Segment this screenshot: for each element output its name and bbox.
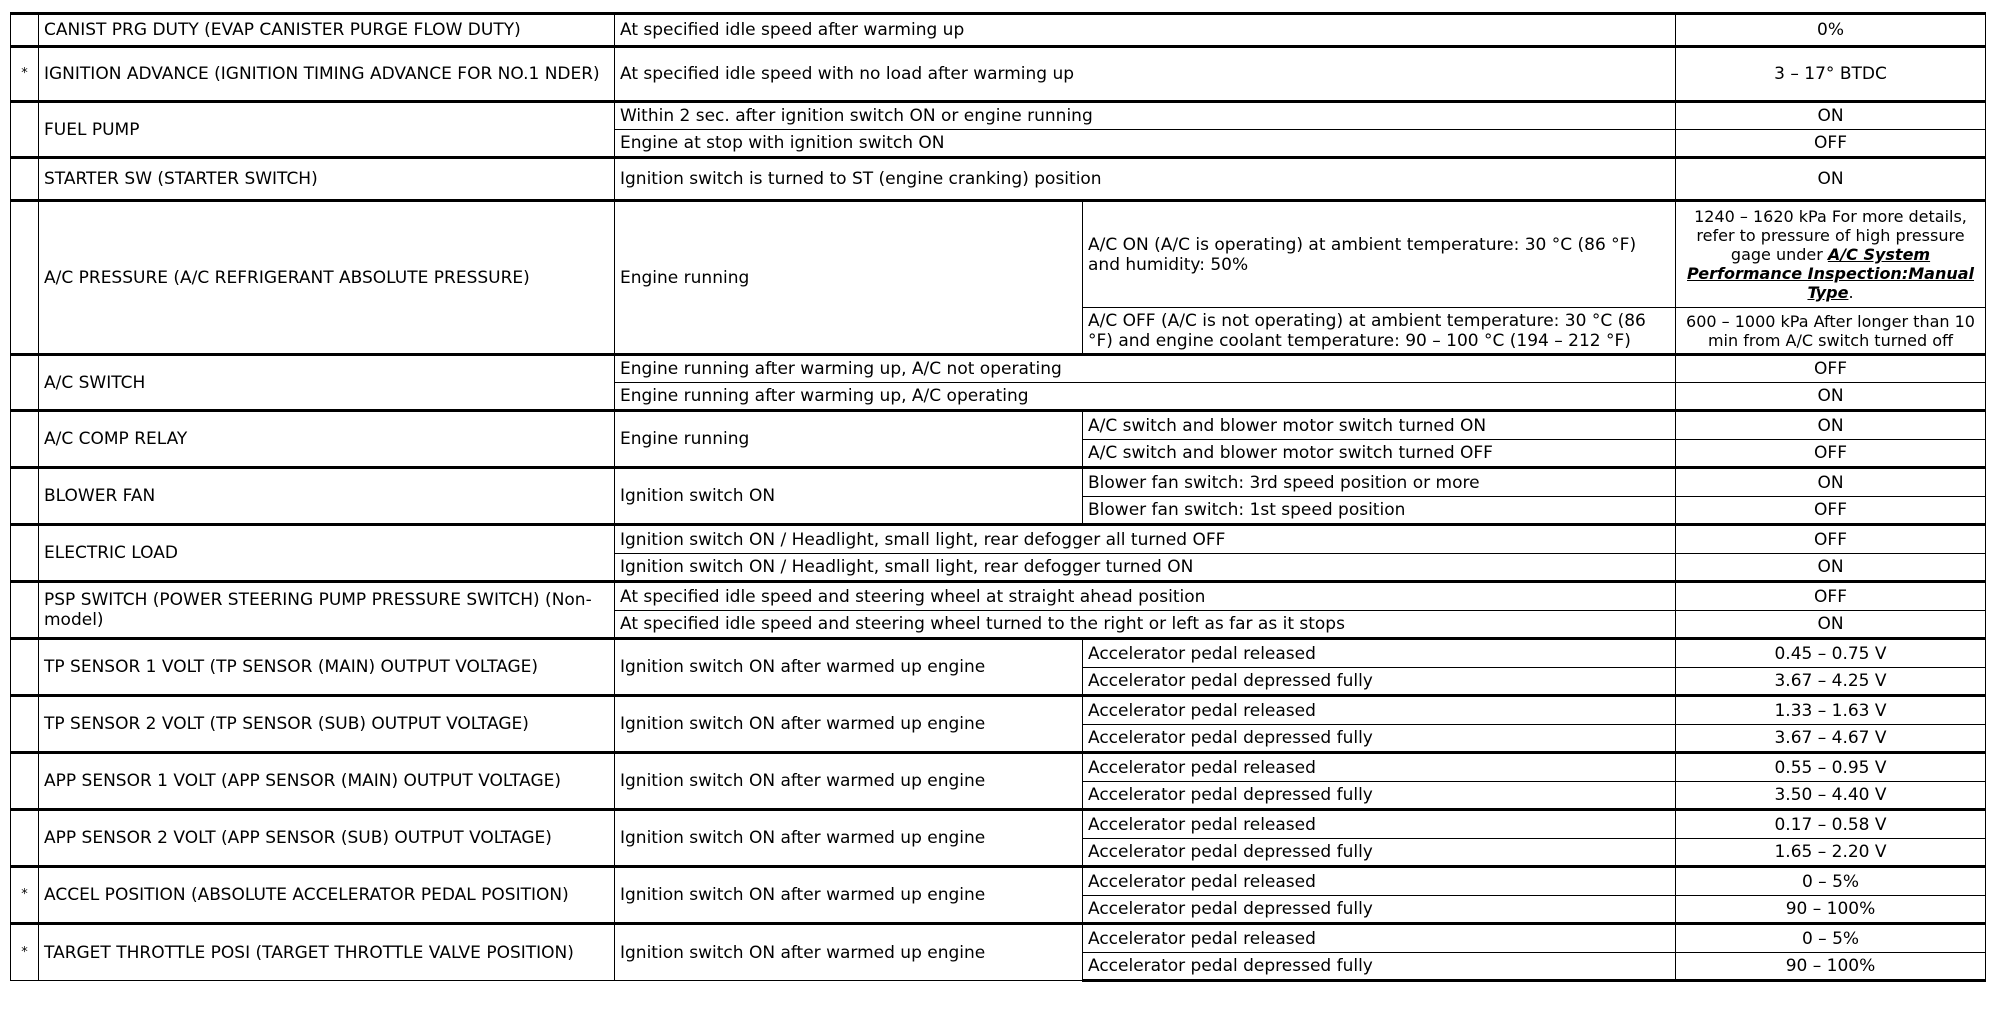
mark-cell	[11, 525, 39, 582]
item-name: TP SENSOR 1 VOLT (TP SENSOR (MAIN) OUTPUT VOLTAGE)	[39, 639, 615, 696]
mark-cell	[11, 14, 39, 47]
table-row	[11, 102, 1986, 130]
sub-condition-cell: Accelerator pedal depressed fully	[1083, 839, 1676, 867]
mark-cell	[11, 468, 39, 525]
condition-cell: Ignition switch is turned to ST (engine cranking) position	[615, 158, 1676, 201]
condition-cell: Ignition switch ON / Headlight, small light, rear defogger all turned OFF	[615, 525, 1676, 554]
sub-condition-cell: Accelerator pedal depressed fully	[1083, 896, 1676, 924]
mark-cell	[11, 696, 39, 753]
asterisk-mark: *	[11, 924, 39, 981]
value-cell: 3.67 – 4.25 V	[1676, 668, 1986, 696]
item-name: TARGET THROTTLE POSI (TARGET THROTTLE VALVE POSITION)	[39, 924, 615, 981]
value-cell: ON	[1676, 468, 1986, 497]
item-name: BLOWER FAN	[39, 468, 615, 525]
value-cell: 3 – 17° BTDC	[1676, 47, 1986, 102]
condition-cell: Ignition switch ON after warmed up engine	[615, 867, 1083, 924]
item-name: TP SENSOR 2 VOLT (TP SENSOR (SUB) OUTPUT VOLTAGE)	[39, 696, 615, 753]
table-row	[11, 867, 1986, 896]
value-cell	[1676, 201, 1986, 308]
value-cell: 0.55 – 0.95 V	[1676, 753, 1986, 782]
mark-cell	[11, 582, 39, 639]
value-cell: 90 – 100%	[1676, 953, 1986, 981]
value-cell: OFF	[1676, 440, 1986, 468]
table-row	[11, 201, 1986, 308]
sub-condition-cell: Accelerator pedal released	[1083, 696, 1676, 725]
sub-condition-cell: A/C switch and blower motor switch turned OFF	[1083, 440, 1676, 468]
sub-condition-cell: Accelerator pedal released	[1083, 810, 1676, 839]
mark-cell	[11, 102, 39, 158]
table-row	[11, 696, 1986, 725]
condition-cell: Engine at stop with ignition switch ON	[615, 130, 1676, 158]
table-row	[11, 924, 1986, 953]
value-cell: 3.50 – 4.40 V	[1676, 782, 1986, 810]
value-cell: ON	[1676, 611, 1986, 639]
value-cell: ON	[1676, 158, 1986, 201]
sub-condition-cell: Accelerator pedal depressed fully	[1083, 953, 1676, 981]
spec-table	[10, 12, 1986, 982]
condition-cell: Engine running	[615, 411, 1083, 468]
sub-condition-cell: A/C OFF (A/C is not operating) at ambient temperature: 30 °C (86 °F) and engine coolant temperature: 90 – 100 °C (194 – 212 °F)	[1083, 308, 1676, 355]
sub-condition-cell: Blower fan switch: 1st speed position	[1083, 497, 1676, 525]
item-name: CANIST PRG DUTY (EVAP CANISTER PURGE FLOW DUTY)	[39, 14, 615, 47]
condition-cell: At specified idle speed after warming up	[615, 14, 1676, 47]
condition-cell: At specified idle speed and steering wheel turned to the right or left as far as it stops	[615, 611, 1676, 639]
item-name: STARTER SW (STARTER SWITCH)	[39, 158, 615, 201]
condition-cell: At specified idle speed and steering wheel at straight ahead position	[615, 582, 1676, 611]
condition-cell: Ignition switch ON after warmed up engine	[615, 696, 1083, 753]
condition-cell: Ignition switch ON after warmed up engine	[615, 924, 1083, 981]
value-cell: OFF	[1676, 497, 1986, 525]
table-row	[11, 158, 1986, 201]
value-cell: ON	[1676, 554, 1986, 582]
value-cell: 0.45 – 0.75 V	[1676, 639, 1986, 668]
sub-condition-cell: A/C ON (A/C is operating) at ambient temperature: 30 °C (86 °F) and humidity: 50%	[1083, 201, 1676, 308]
sub-condition-cell: Accelerator pedal released	[1083, 753, 1676, 782]
mark-cell	[11, 158, 39, 201]
mark-cell	[11, 810, 39, 867]
table-row	[11, 525, 1986, 554]
item-name: A/C PRESSURE (A/C REFRIGERANT ABSOLUTE PRESSURE)	[39, 201, 615, 355]
sub-condition-cell: Accelerator pedal released	[1083, 639, 1676, 668]
sub-condition-cell: Accelerator pedal released	[1083, 924, 1676, 953]
condition-cell: Ignition switch ON	[615, 468, 1083, 525]
value-cell: 1.65 – 2.20 V	[1676, 839, 1986, 867]
value-cell: OFF	[1676, 525, 1986, 554]
value-cell: OFF	[1676, 130, 1986, 158]
value-text-end: .	[1848, 283, 1854, 302]
value-cell: 0 – 5%	[1676, 867, 1986, 896]
condition-cell: Ignition switch ON after warmed up engine	[615, 810, 1083, 867]
value-cell: 1.33 – 1.63 V	[1676, 696, 1986, 725]
item-name: APP SENSOR 1 VOLT (APP SENSOR (MAIN) OUTPUT VOLTAGE)	[39, 753, 615, 810]
table-row	[11, 411, 1986, 440]
mark-cell	[11, 201, 39, 355]
item-name: APP SENSOR 2 VOLT (APP SENSOR (SUB) OUTPUT VOLTAGE)	[39, 810, 615, 867]
sub-condition-cell: Accelerator pedal released	[1083, 867, 1676, 896]
value-cell: 600 – 1000 kPa After longer than 10 min from A/C switch turned off	[1676, 308, 1986, 355]
item-name: ACCEL POSITION (ABSOLUTE ACCELERATOR PEDAL POSITION)	[39, 867, 615, 924]
value-cell: 3.67 – 4.67 V	[1676, 725, 1986, 753]
sub-condition-cell: Accelerator pedal depressed fully	[1083, 782, 1676, 810]
ac-system-performance-link[interactable]: A/C System Performance Inspection:Manual Type	[1687, 245, 1974, 302]
condition-cell: Ignition switch ON / Headlight, small light, rear defogger turned ON	[615, 554, 1676, 582]
table-row	[11, 47, 1986, 102]
table-row	[11, 810, 1986, 839]
item-name: FUEL PUMP	[39, 102, 615, 158]
table-row	[11, 468, 1986, 497]
condition-cell: Within 2 sec. after ignition switch ON or engine running	[615, 102, 1676, 130]
item-name: A/C COMP RELAY	[39, 411, 615, 468]
item-name: PSP SWITCH (POWER STEERING PUMP PRESSURE SWITCH) (Non- model)	[39, 582, 615, 639]
item-name: ELECTRIC LOAD	[39, 525, 615, 582]
value-cell: 0.17 – 0.58 V	[1676, 810, 1986, 839]
table-row	[11, 14, 1986, 47]
asterisk-mark: *	[11, 867, 39, 924]
item-name: A/C SWITCH	[39, 355, 615, 411]
mark-cell	[11, 753, 39, 810]
value-text: 1240 – 1620 kPa For more details, refer to pressure of high pressure gage under	[1694, 207, 1967, 264]
value-cell: ON	[1676, 411, 1986, 440]
condition-cell: Engine running after warming up, A/C operating	[615, 383, 1676, 411]
mark-cell	[11, 355, 39, 411]
value-cell: ON	[1676, 383, 1986, 411]
table-row	[11, 639, 1986, 668]
condition-cell: Engine running after warming up, A/C not operating	[615, 355, 1676, 383]
mark-cell	[11, 639, 39, 696]
asterisk-mark: *	[11, 47, 39, 102]
value-cell: OFF	[1676, 355, 1986, 383]
table-row	[11, 355, 1986, 383]
item-name: IGNITION ADVANCE (IGNITION TIMING ADVANCE FOR NO.1 NDER)	[39, 47, 615, 102]
condition-cell: Engine running	[615, 201, 1083, 355]
sub-condition-cell: Accelerator pedal depressed fully	[1083, 725, 1676, 753]
sub-condition-cell: Blower fan switch: 3rd speed position or more	[1083, 468, 1676, 497]
value-cell: 90 – 100%	[1676, 896, 1986, 924]
table-row	[11, 582, 1986, 611]
sub-condition-cell: Accelerator pedal depressed fully	[1083, 668, 1676, 696]
value-cell: 0 – 5%	[1676, 924, 1986, 953]
condition-cell: At specified idle speed with no load after warming up	[615, 47, 1676, 102]
mark-cell	[11, 411, 39, 468]
value-cell: OFF	[1676, 582, 1986, 611]
value-cell: 0%	[1676, 14, 1986, 47]
condition-cell: Ignition switch ON after warmed up engine	[615, 639, 1083, 696]
condition-cell: Ignition switch ON after warmed up engine	[615, 753, 1083, 810]
value-cell: ON	[1676, 102, 1986, 130]
sub-condition-cell: A/C switch and blower motor switch turned ON	[1083, 411, 1676, 440]
table-row	[11, 753, 1986, 782]
